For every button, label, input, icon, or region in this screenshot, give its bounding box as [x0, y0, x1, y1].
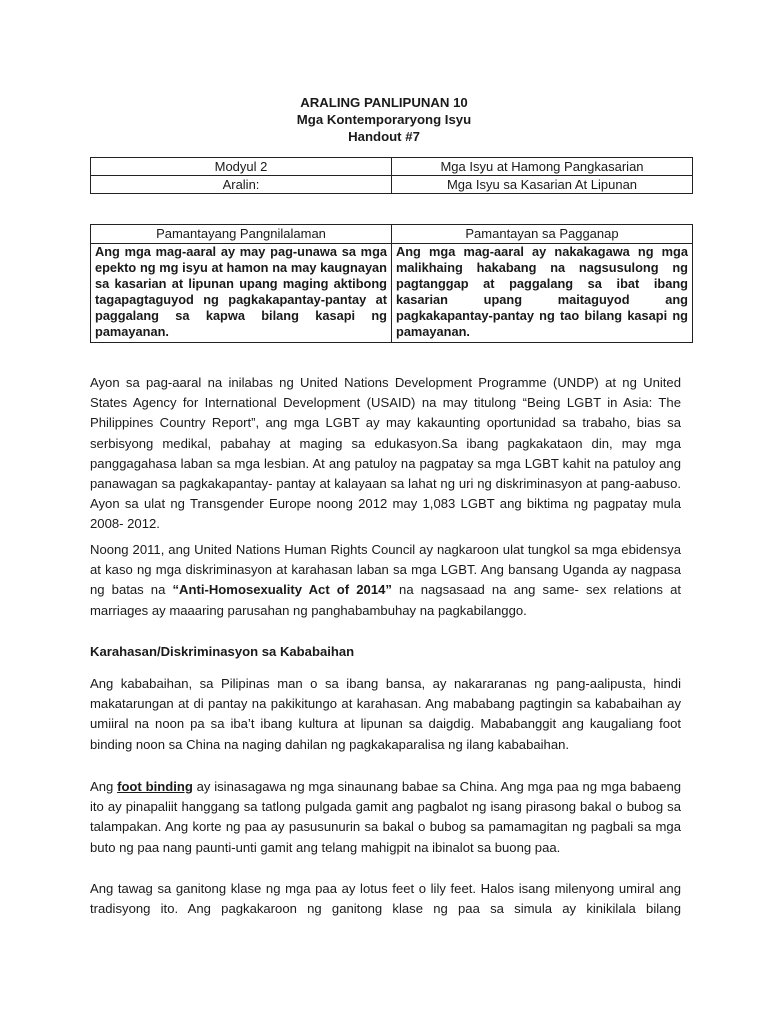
module-label: Modyul 2	[91, 158, 392, 176]
performance-standard-text: Ang mga mag-aaral ay nakakagawa ng mga malikhaing hakabang na nagsusulong ng pagtanggap at paggalang sa ibat ibang kasarian upang maitaguyod ang pagkakapantay-pantay ng tao bilang kasapi ng pamayanan.	[392, 244, 693, 343]
text-span: Ang	[90, 779, 118, 794]
table-row	[91, 244, 693, 343]
paragraph-un-council	[90, 540, 681, 621]
table-row	[91, 225, 693, 244]
standards-table	[90, 224, 693, 343]
paragraph-lotus-feet	[90, 879, 681, 919]
handout-number: Handout #7	[348, 129, 420, 144]
table-row	[91, 158, 693, 176]
content-standard-header: Pamantayang Pangnilalaman	[91, 225, 392, 244]
foot-binding-term: foot binding	[117, 779, 193, 794]
content-standard-text: Ang mga mag-aaral ay may pag-unawa sa mga epekto ng mg isyu at hamon na may kaugnayan sa kasarian at lipunan upang maging aktibong tagapagtaguyod ng pagkakapantay-pantay at paggalang sa kapwa bilang kasapi ng pamayanan.	[91, 244, 392, 343]
paragraph-text: Ang kababaihan, sa Pilipinas man o sa ibang bansa, ay nakararanas ng pang-aalipusta, hindi makatarungan at di pantay na pakikitungo at karahasan. Ang mababang pagtingin sa kababaihan ay umiiral na noon pa sa iba’t ibang kultura at lipunan sa daigdig. Mababanggit ang kaugaliang foot binding noon sa China na naging dahilan ng pagkakaparalisa ng ilang kababaihan.	[90, 676, 681, 752]
text-span: Noong 2011, ang United Nations Human Rights Council ay nagkaroon ulat tungkol sa mga ebidensya at kaso ng mga diskriminasyon at karahasan laban sa mga LGBT. Ang bansang Uganda ay nagpasa ng batas na	[90, 542, 681, 598]
table-row	[91, 176, 693, 194]
law-title: “Anti-Homosexuality Act of 2014”	[172, 582, 392, 598]
paragraph-women	[90, 674, 681, 755]
paragraph-text	[90, 777, 681, 858]
module-value: Mga Isyu at Hamong Pangkasarian	[392, 158, 693, 176]
paragraph-lgbt-report	[90, 373, 681, 535]
section-heading: Karahasan/Diskriminasyon sa Kababaihan	[90, 644, 355, 659]
paragraph-text: Ayon sa pag-aaral na inilabas ng United Nations Development Programme (UNDP) at ng United States Agency for International Development (USAID) na may titulong “Being LGBT in Asia: The Philippines Country Report”, ang mga LGBT ay may kakaunting oportunidad sa trabaho, bias sa serbisyong medikal, pabahay at maging sa edukasyon.Sa ibang pagkakataon din, may mga panggagahasa laban sa mga lesbian. At ang patuloy na pagpatay sa mga LGBT kahit na patuloy ang panawagan sa pagkakapantay- pantay at kalayaan sa lahat ng uri ng diskriminasyon at pang-aabuso. Ayon sa ulat ng Transgender Europe noong 2012 may 1,083 LGBT ang biktima ng pagpatay mula 2008- 2012.	[90, 375, 681, 532]
performance-standard-header: Pamantayan sa Pagganap	[392, 225, 693, 244]
module-info-table	[90, 157, 693, 194]
document-header	[0, 94, 768, 145]
text-span: na nagsasaad na ang same- sex relations at marriages ay maaaring parusahan ng panghabambuhay na pagkabilanggo.	[90, 582, 682, 618]
subject-title: ARALING PANLIPUNAN 10	[300, 95, 468, 110]
subject-subtitle: Mga Kontemporaryong Isyu	[296, 112, 472, 127]
lesson-label: Aralin:	[91, 176, 392, 194]
paragraph-text	[90, 540, 681, 621]
paragraph-foot-binding	[90, 777, 681, 858]
lesson-value: Mga Isyu sa Kasarian At Lipunan	[392, 176, 693, 194]
text-span: ay isinasagawa ng mga sinaunang babae sa China. Ang mga paa ng mga babaeng ito ay pinapaliit hanggang sa tatlong pulgada gamit ang pagbalot ng isang pirasong bakal o bubog sa talampakan. Ang korte ng paa ay pasusunurin sa bakal o bubog sa pamamagitan ng pagbali sa mga buto ng paa nang paunti-unti gamit ang telang mahigpit na ibinalot sa buong paa.	[90, 779, 682, 855]
paragraph-text: Ang tawag sa ganitong klase ng mga paa ay lotus feet o lily feet. Halos isang milenyong umiral ang tradisyong ito. Ang pagkakaroon ng ganitong klase ng paa sa simula ay kinikilala bilang	[90, 881, 681, 917]
